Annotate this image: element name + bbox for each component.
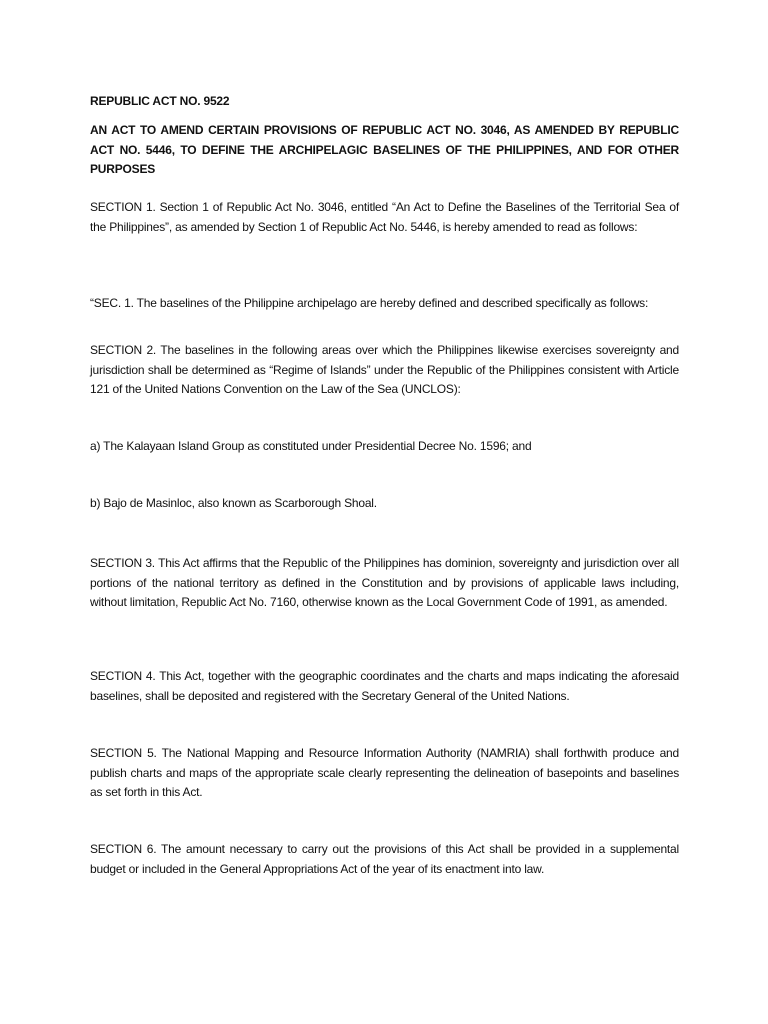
sec-1-quote: “SEC. 1. The baselines of the Philippine archipelago are hereby defined and described specifically as follows: [90,296,649,310]
act-title: AN ACT TO AMEND CERTAIN PROVISIONS OF REPUBLIC ACT NO. 3046, AS AMENDED BY REPUBLIC ACT NO. 5446, TO DEFINE THE ARCHIPELAGIC BASELINES OF THE PHILIPPINES, AND FOR OTHER PURPOSES [90,123,679,176]
item-b: b) Bajo de Masinloc, also known as Scarborough Shoal. [90,496,377,510]
item-a: a) The Kalayaan Island Group as constituted under Presidential Decree No. 1596; and [90,439,532,453]
section-3: SECTION 3. This Act affirms that the Republic of the Philippines has dominion, sovereignty and jurisdiction over all portions of the national territory as defined in the Constitution and by provisions of applicable laws including, without limitation, Republic Act No. 7160, otherwise known as the Local Government Code of 1991, as amended. [90,556,679,609]
section-1: SECTION 1. Section 1 of Republic Act No. 3046, entitled “An Act to Define the Baselines of the Territorial Sea of the Philippines”, as amended by Section 1 of Republic Act No. 5446, is hereby amended to read as follows: [90,200,679,234]
section-5: SECTION 5. The National Mapping and Resource Information Authority (NAMRIA) shall forthwith produce and publish charts and maps of the appropriate scale clearly representing the delineation of basepoints and baselines as set forth in this Act. [90,746,679,799]
section-2: SECTION 2. The baselines in the following areas over which the Philippines likewise exercises sovereignty and jurisdiction shall be determined as “Regime of Islands” under the Republic of the Philippines consistent with Article 121 of the United Nations Convention on the Law of the Sea (UNCLOS): [90,343,679,396]
act-number-heading: REPUBLIC ACT NO. 9522 [90,94,230,108]
section-6: SECTION 6. The amount necessary to carry out the provisions of this Act shall be provided in a supplemental budget or included in the General Appropriations Act of the year of its enactment into law. [90,842,679,876]
section-4: SECTION 4. This Act, together with the geographic coordinates and the charts and maps indicating the aforesaid baselines, shall be deposited and registered with the Secretary General of the United Nations. [90,669,679,703]
